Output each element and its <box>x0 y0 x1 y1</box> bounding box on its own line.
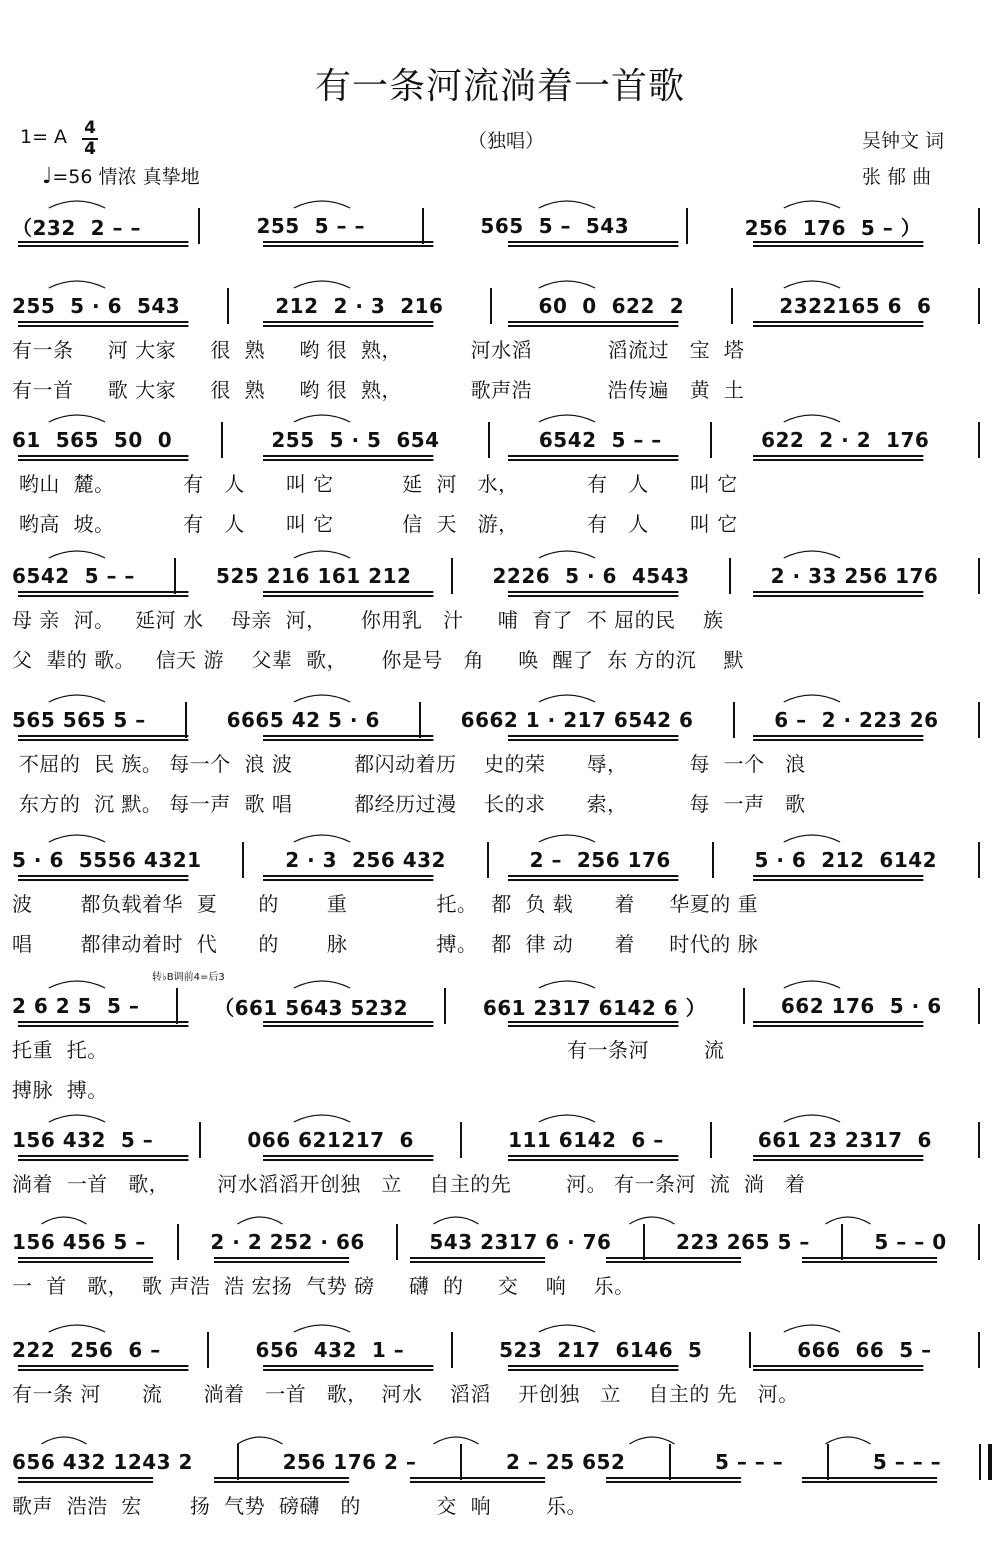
barline <box>710 422 712 458</box>
slur-arcs <box>12 1208 992 1228</box>
barline <box>749 1332 751 1368</box>
slur <box>49 981 105 988</box>
slur <box>294 415 350 422</box>
slur-arcs <box>12 1428 992 1448</box>
slur <box>294 1115 350 1122</box>
slur <box>433 1217 478 1224</box>
barline <box>460 1122 462 1158</box>
barline <box>198 208 200 244</box>
barline <box>978 988 980 1024</box>
barline <box>451 1332 453 1368</box>
measure: 223 265 5 – <box>676 1230 810 1254</box>
lyric-line: 歌声 浩浩 宏 扬 气势 磅礴 的 交 响 乐。 <box>12 1494 587 1518</box>
slur <box>825 1217 870 1224</box>
slur-arcs <box>12 272 992 292</box>
lyric-line: 哟高 坡。 有 人 叫 它 信 天 游， 有 人 叫 它 <box>12 512 738 536</box>
barline <box>488 422 490 458</box>
lyric-line: 母 亲 河。 延河 水 母亲 河， 你用乳 汁 哺 育了 不 屈的民 族 <box>12 608 724 632</box>
slur <box>784 695 840 702</box>
slur <box>629 1437 674 1444</box>
beam-lines <box>12 1365 992 1373</box>
barline <box>643 1224 645 1260</box>
barline <box>396 1224 398 1260</box>
measure: 2226 5 · 6 4543 <box>492 564 690 588</box>
measure: 5 – – 0 <box>874 1230 947 1254</box>
slur <box>49 415 105 422</box>
tempo-text: =56 情浓 真挚地 <box>52 166 200 188</box>
measure: 565 565 5 – <box>12 708 146 732</box>
barline <box>451 558 453 594</box>
barline <box>841 1224 843 1260</box>
measure: 2 6 2 5 5 – <box>12 994 140 1018</box>
notes-line <box>12 424 992 456</box>
measure: 6542 5 – – <box>538 428 662 452</box>
tempo-marking <box>42 162 200 189</box>
slur <box>49 695 105 702</box>
lyric-line: 有一条 河 流 淌着 一首 歌， 河水 滔滔 开创独 立 自主的 先 河。 <box>12 1382 799 1406</box>
beam-lines <box>12 591 992 599</box>
barline <box>419 702 421 738</box>
barline <box>731 288 733 324</box>
measure: 656 432 1243 2 <box>12 1450 193 1474</box>
measure: 565 5 – 543 <box>480 214 630 238</box>
lyric-line: 一 首 歌， 歌 声浩 浩 宏扬 气势 磅 礴 的 交 响 乐。 <box>12 1274 635 1298</box>
slur <box>784 551 840 558</box>
measure: 60 0 622 2 <box>538 294 685 318</box>
barline <box>978 558 980 594</box>
measure: 661 23 2317 6 <box>757 1128 932 1152</box>
barline <box>487 842 489 878</box>
barline <box>978 1122 980 1158</box>
barline <box>207 1332 209 1368</box>
quarter-note-icon: ♩ <box>42 164 53 189</box>
barline <box>978 842 980 878</box>
slur <box>539 201 595 208</box>
measure: 2 – 25 652 <box>505 1450 626 1474</box>
barline <box>176 988 178 1024</box>
lyric-line: 波 都负载着华 夏 的 重 托。 都 负 载 着 华夏的 重 <box>12 892 759 916</box>
measure: 523 217 6146 5 <box>499 1338 703 1362</box>
slur <box>41 1437 86 1444</box>
beam-lines <box>12 1021 992 1029</box>
notes-line <box>12 1124 992 1156</box>
slur-arcs <box>12 406 992 426</box>
barline <box>669 1444 671 1480</box>
measure: 2322165 6 6 <box>779 294 932 318</box>
slur <box>784 835 840 842</box>
beam-lines <box>12 1477 992 1485</box>
barline <box>199 1122 201 1158</box>
barline <box>978 422 980 458</box>
slur <box>294 201 350 208</box>
notes-line <box>12 210 992 242</box>
beam-lines <box>12 735 992 743</box>
time-signature-top: 4 <box>84 118 96 138</box>
measure: 2 – 256 176 <box>529 848 671 872</box>
measure: 656 432 1 – <box>255 1338 405 1362</box>
slur <box>784 281 840 288</box>
key-signature: 1= A <box>20 126 68 148</box>
slur <box>539 981 595 988</box>
barline <box>827 1444 829 1480</box>
slur-arcs <box>12 542 992 562</box>
lyric-line: 父 辈的 歌。 信天 游 父辈 歌， 你是号 角 唤 醒了 东 方的沉 默 <box>12 648 745 672</box>
measure: （232 2 – – <box>12 215 142 240</box>
barline <box>710 1122 712 1158</box>
beam-lines <box>12 1155 992 1163</box>
notes-line <box>12 560 992 592</box>
barline <box>978 208 980 244</box>
slur <box>49 281 105 288</box>
measure: 525 216 161 212 <box>216 564 412 588</box>
measure: 222 256 6 – <box>12 1338 161 1362</box>
barline <box>185 702 187 738</box>
slur <box>629 1217 674 1224</box>
barline <box>490 288 492 324</box>
slur <box>294 1325 350 1332</box>
measure: 255 5 · 6 543 <box>12 294 181 318</box>
slur <box>294 981 350 988</box>
barline <box>978 288 980 324</box>
lyric-line: 有一首 歌 大家 很 熟 哟 很 熟， 歌声浩 浩传遍 黄 土 <box>12 378 745 402</box>
slur-arcs <box>12 826 992 846</box>
lyric-line: 东方的 沉 默。 每一声 歌 唱 都经历过漫 长的求 索， 每 一声 歌 <box>12 792 806 816</box>
barline <box>733 702 735 738</box>
slur <box>539 415 595 422</box>
slur <box>539 1115 595 1122</box>
barline <box>978 1224 980 1260</box>
page-title: 有一条河流淌着一首歌 <box>314 66 685 107</box>
slur <box>237 1437 282 1444</box>
measure: 666 66 5 – <box>797 1338 932 1362</box>
measure: 256 176 5 – ） <box>744 215 922 240</box>
barline <box>460 1444 462 1480</box>
measure: 2 · 2 252 · 66 <box>210 1230 365 1254</box>
barline <box>174 558 176 594</box>
barline <box>978 1332 980 1368</box>
barline <box>729 558 731 594</box>
measure: 6662 1 · 217 6542 6 <box>460 708 694 732</box>
slur <box>784 1115 840 1122</box>
measure: 5 · 6 212 6142 <box>754 848 938 872</box>
measure: 212 2 · 3 216 <box>275 294 444 318</box>
measure: 255 5 · 5 654 <box>271 428 440 452</box>
barline <box>227 288 229 324</box>
slur <box>825 1437 870 1444</box>
composer-credit: 张 郁 曲 <box>862 166 932 188</box>
lyric-line: 不屈的 民 族。 每一个 浪 波 都闪动着历 史的荣 辱， 每 一个 浪 <box>12 752 806 776</box>
modulation-mark: 转♭B调前4=后3 <box>152 972 225 983</box>
lyric-line: 唱 都律动着时 代 的 脉 搏。 都 律 动 着 时代的 脉 <box>12 932 759 956</box>
slur <box>49 1115 105 1122</box>
barline <box>242 842 244 878</box>
slur <box>784 981 840 988</box>
beam-lines <box>12 875 992 883</box>
lyric-line: 淌着 一首 歌， 河水滔滔开创独 立 自主的先 河。 有一条河 流 淌 着 <box>12 1172 806 1196</box>
slur <box>49 835 105 842</box>
measure: 156 456 5 – <box>12 1230 146 1254</box>
slur <box>49 201 105 208</box>
slur <box>784 201 840 208</box>
measure: 6 – 2 · 223 26 <box>774 708 939 732</box>
slur <box>294 835 350 842</box>
final-barline <box>979 1444 992 1480</box>
slur <box>41 1217 86 1224</box>
slur-arcs <box>12 1316 992 1336</box>
slur <box>294 695 350 702</box>
measure: 2 · 33 256 176 <box>770 564 939 588</box>
measure: 5 – – – <box>714 1450 784 1474</box>
slur-arcs <box>12 192 992 212</box>
beam-lines <box>12 321 992 329</box>
lyric-line: 哟山 麓。 有 人 叫 它 延 河 水， 有 人 叫 它 <box>12 472 738 496</box>
notes-line <box>12 1334 992 1366</box>
slur <box>49 551 105 558</box>
barline <box>743 988 745 1024</box>
measure: 5 – – – <box>872 1450 942 1474</box>
beam-lines <box>12 455 992 463</box>
measure: 111 6142 6 – <box>508 1128 664 1152</box>
barline <box>237 1444 239 1480</box>
slur <box>294 551 350 558</box>
barline <box>686 208 688 244</box>
measure: 6665 42 5 · 6 <box>226 708 380 732</box>
measure: 256 176 2 – <box>282 1450 417 1474</box>
slur <box>784 415 840 422</box>
lyricist-credit: 吴钟文 词 <box>862 130 945 152</box>
barline <box>221 422 223 458</box>
slur-arcs <box>12 1106 992 1126</box>
slur <box>784 1325 840 1332</box>
measure: 2 · 3 256 432 <box>285 848 446 872</box>
measure: 156 432 5 – <box>12 1128 154 1152</box>
slur <box>49 1325 105 1332</box>
beam-lines <box>12 241 992 249</box>
measure: 661 2317 6142 6 ） <box>482 995 707 1020</box>
beam-lines <box>12 1257 992 1265</box>
notes-line <box>12 290 992 322</box>
slur <box>539 1325 595 1332</box>
slur <box>433 1437 478 1444</box>
measure: 5 · 6 5556 4321 <box>12 848 202 872</box>
measure: 622 2 · 2 176 <box>761 428 930 452</box>
slur <box>294 281 350 288</box>
time-signature-bottom: 4 <box>84 139 96 159</box>
time-signature <box>82 120 98 158</box>
notes-line <box>12 704 992 736</box>
measure: 662 176 5 · 6 <box>780 994 942 1018</box>
lyric-line: 有一条 河 大家 很 熟 哟 很 熟， 河水滔 滔流过 宝 塔 <box>12 338 745 362</box>
slur-arcs <box>12 686 992 706</box>
measure: 255 5 – – <box>256 214 365 238</box>
measure: 066 621217 6 <box>247 1128 414 1152</box>
barline <box>422 208 424 244</box>
slur <box>237 1217 282 1224</box>
barline <box>712 842 714 878</box>
notes-line <box>12 1446 992 1478</box>
performance-note: （独唱） <box>468 130 545 152</box>
barline <box>177 1224 179 1260</box>
measure: 61 565 50 0 <box>12 428 173 452</box>
notes-line <box>12 990 992 1022</box>
measure: 6542 5 – – <box>12 564 135 588</box>
measure: 543 2317 6 · 76 <box>429 1230 612 1254</box>
measure: （661 5643 5232 <box>214 995 409 1020</box>
slur <box>539 551 595 558</box>
barline <box>978 702 980 738</box>
barline <box>444 988 446 1024</box>
notes-line <box>12 1226 992 1258</box>
notes-line <box>12 844 992 876</box>
slur <box>539 835 595 842</box>
lyric-line: 托重 托。 有一条河 流 <box>12 1038 725 1062</box>
slur <box>539 281 595 288</box>
slur <box>539 695 595 702</box>
lyric-line: 搏脉 搏。 <box>12 1078 108 1102</box>
